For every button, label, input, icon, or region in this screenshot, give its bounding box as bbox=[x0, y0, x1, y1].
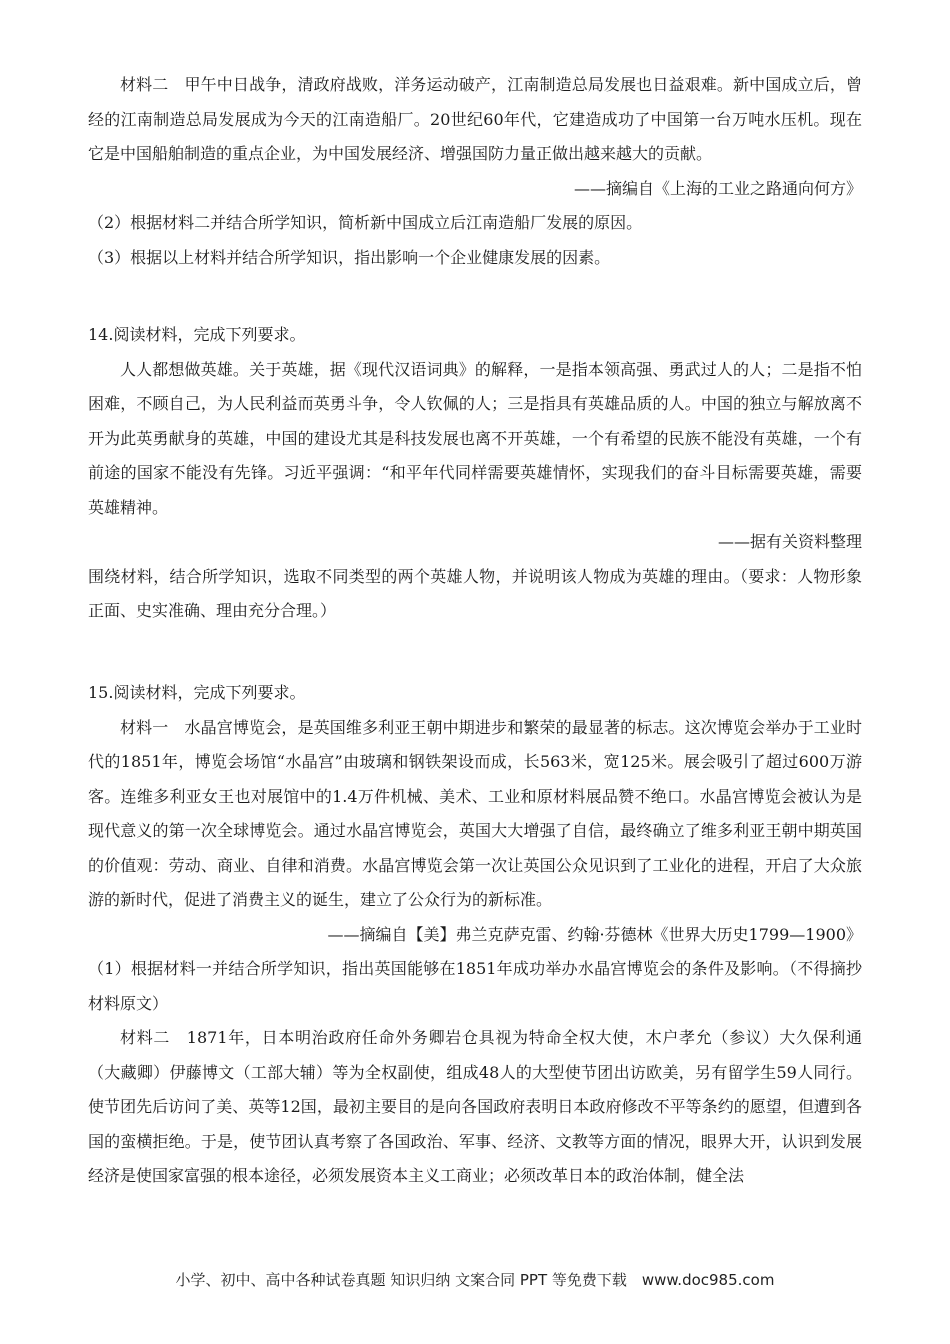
question-14-heading: 14.阅读材料，完成下列要求。 bbox=[88, 325, 306, 344]
question-14-source: ——据有关资料整理 bbox=[717, 532, 862, 551]
section-15 bbox=[88, 676, 862, 1194]
section-14 bbox=[88, 318, 862, 629]
question-14-material: 人人都想做英雄。关于英雄，据《现代汉语词典》的解释，一是指本领高强、勇武过人的人；二是指不怕困难，不顾自己，为人民利益而英勇斗争，令人钦佩的人；三是指具有英雄品质的人。中国的独立与解放离不开为此英勇献身的英雄，中国的建设尤其是科技发展也离不开英雄，一个有希望的民族不能没有英雄，一个有前途的国家不能没有先锋。习近平强调：“和平年代同样需要英雄情怀，实现我们的奋斗目标需要英雄，需要英雄精神。 bbox=[88, 359, 862, 517]
question-15-material-1: 材料一 水晶宫博览会，是英国维多利亚王朝中期进步和繁荣的最显著的标志。这次博览会举办于工业时代的1851年，博览会场馆“水晶宫”由玻璃和钢铁架设而成，长563米，宽125米。展会吸引了超过600万游客。连维多利亚女王也对展馆中的1.4万件机械、美术、工业和原材料展品赞不绝口。水晶宫博览会被认为是现代意义的第一次全球博览会。通过水晶宫博览会，英国大大增强了自信，最终确立了维多利亚王朝中期英国的价值观：劳动、商业、自律和消费。水晶宫博览会第一次让英国公众见识到了工业化的进程，开启了大众旅游的新时代，促进了消费主义的诞生，建立了公众行为的新标准。 bbox=[88, 717, 862, 909]
question-15-heading: 15.阅读材料，完成下列要求。 bbox=[88, 683, 306, 702]
material-2-source: ——摘编自《上海的工业之路通向何方》 bbox=[573, 178, 862, 198]
material-2-paragraph: 材料二 甲午中日战争，清政府战败，洋务运动破产，江南制造总局发展也日益艰难。新中国成立后，曾经的江南制造总局发展成为今天的江南造船厂。20世纪60年代，它建造成功了中国第一台万吨水压机。现在它是中国船舶制造的重点企业，为中国发展经济、增强国防力量正做出越来越大的贡献。 bbox=[88, 75, 862, 163]
question-13-2: （2）根据材料二并结合所学知识，简析新中国成立后江南造船厂发展的原因。 bbox=[88, 213, 643, 232]
question-15-material-2: 材料二 1871年，日本明治政府任命外务卿岩仓具视为特命全权大使，木户孝允（参议）大久保利通（大藏卿）伊藤博文（工部大辅）等为全权副使，组成48人的大型使节团出访欧美，另有留学生59人同行。使节团先后访问了美、英等12国，最初主要目的是向各国政府表明日本政府修改不平等条约的愿望，但遭到各国的蛮横拒绝。于是，使节团认真考察了各国政治、军事、经济、文教等方面的情况，眼界大开，认识到发展经济是使国家富强的根本途径，必须发展资本主义工商业；必须改革日本的政治体制，健全法 bbox=[88, 1028, 862, 1185]
question-15-source-1: ——摘编自【美】弗兰克萨克雷、约翰·芬德林《世界大历史1799—1900》 bbox=[327, 924, 862, 944]
question-15-1: （1）根据材料一并结合所学知识，指出英国能够在1851年成功举办水晶宫博览会的条件及影响。（不得摘抄材料原文） bbox=[88, 959, 862, 1013]
page-footer: 小学、初中、高中各种试卷真题 知识归纳 文案合同 PPT 等免费下载 www.doc985.com bbox=[175, 1271, 775, 1289]
question-14-prompt: 围绕材料，结合所学知识，选取不同类型的两个英雄人物，并说明该人物成为英雄的理由。（要求：人物形象正面、史实准确、理由充分合理。） bbox=[88, 566, 862, 620]
question-13-3: （3）根据以上材料并结合所学知识，指出影响一个企业健康发展的因素。 bbox=[88, 247, 611, 267]
section-13-continuation bbox=[88, 68, 862, 275]
